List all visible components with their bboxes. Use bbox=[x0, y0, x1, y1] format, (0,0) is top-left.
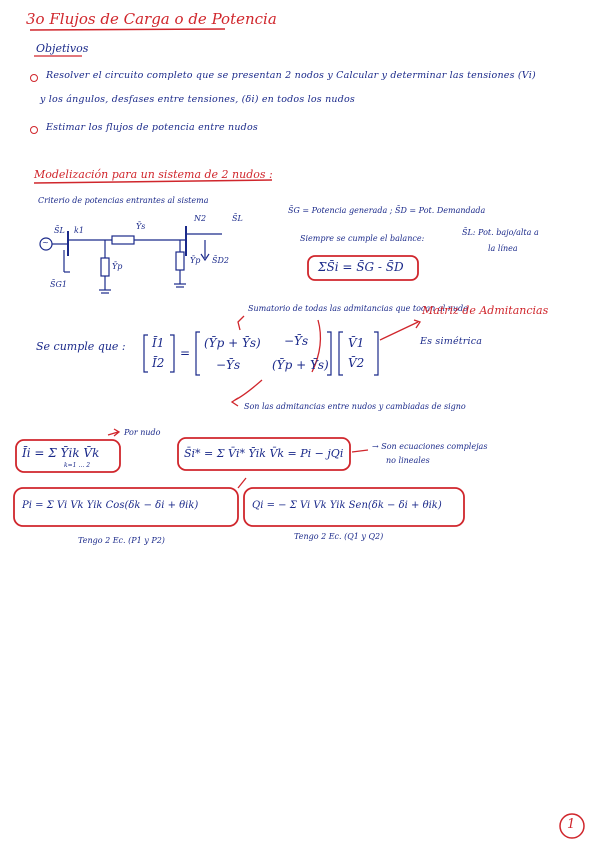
objective-2: Estimar los flujos de potencia entre nudos bbox=[46, 122, 258, 133]
current-limits: k=1 … 2 bbox=[64, 462, 91, 469]
objective-1-line-2: y los ángulos, desfases entre tensiones, (δi) en todos los nudos bbox=[40, 94, 355, 105]
ys-label: Ȳs bbox=[136, 222, 146, 231]
criterion-text: Criterio de potencias entrantes al sistema bbox=[38, 196, 209, 205]
objectives-heading: Objetivos bbox=[36, 42, 89, 55]
tengo-q-note: Tengo 2 Ec. (Q1 y Q2) bbox=[294, 532, 384, 541]
title-number: 3o bbox=[26, 10, 45, 28]
balance-note-1: S̄L: Pot. bajo/alta a bbox=[462, 228, 539, 237]
balance-line: Siempre se cumple el balance: bbox=[300, 234, 425, 243]
p-equation: Pi = Σ Vi Vk Yik Cos(δk − δi + θik) bbox=[22, 500, 199, 511]
balance-equation: ΣS̄i = S̄G - S̄D bbox=[318, 260, 404, 274]
sum-note: Sumatorio de todas las admitancias que tocan al nudo bbox=[248, 304, 468, 313]
k1-label: k1 bbox=[74, 226, 84, 235]
matrix-label: Matriz de Admitancias bbox=[422, 304, 549, 317]
symmetric-note: Es simétrica bbox=[420, 336, 483, 347]
matrix-y21: −Ȳs bbox=[216, 358, 241, 372]
generator-symbol: ~ bbox=[42, 238, 49, 247]
power-formula: S̄i* = Σ V̄i* Ȳik V̄k = Pi − jQi bbox=[184, 447, 344, 460]
matrix-v1: V̄1 bbox=[348, 336, 365, 350]
node2-label: N2 bbox=[194, 214, 207, 223]
bullet-icon bbox=[30, 126, 38, 134]
balance-note-2: la línea bbox=[488, 244, 518, 253]
bullet-icon bbox=[30, 74, 38, 82]
current-formula: Īi = Σ Ȳik V̄k bbox=[22, 446, 100, 460]
sg1-label: S̄G1 bbox=[50, 280, 67, 289]
sg-definition: S̄G = Potencia generada ; S̄D = Pot. Demandada bbox=[288, 206, 486, 215]
pairs-note: Son las admitancias entre nudos y cambiadas de signo bbox=[244, 402, 466, 411]
yp-left-label: Ȳp bbox=[112, 262, 123, 271]
matrix-y12: −Ȳs bbox=[284, 334, 309, 348]
q-equation: Qi = − Σ Vi Vk Yik Sen(δk − δi + θik) bbox=[252, 500, 442, 511]
section-heading: Modelización para un sistema de 2 nudos : bbox=[34, 168, 273, 181]
tengo-p-note: Tengo 2 Ec. (P1 y P2) bbox=[78, 536, 165, 545]
matrix-i2: Ī2 bbox=[152, 356, 165, 370]
title-text: Flujos de Carga o de Potencia bbox=[49, 10, 277, 28]
objective-1-line-1: Resolver el circuito completo que se presentan 2 nodos y Calcular y determinar las tensiones (Vi) bbox=[46, 70, 536, 81]
matrix-i1: Ī1 bbox=[152, 336, 165, 350]
matrix-v2: V̄2 bbox=[348, 356, 365, 370]
page-title bbox=[26, 10, 277, 28]
equations-note-2: no lineales bbox=[386, 456, 430, 465]
yp-right-label: Ȳp bbox=[190, 256, 201, 265]
matrix-y22: (Ȳp + Ȳs) bbox=[272, 358, 329, 372]
matrix-y11: (Ȳp + Ȳs) bbox=[204, 336, 261, 350]
page-number: 1 bbox=[567, 817, 576, 832]
por-nudo-note: Por nudo bbox=[124, 428, 161, 437]
sd2-label: S̄D2 bbox=[212, 256, 229, 265]
sl-label-right: S̄L bbox=[232, 214, 243, 223]
se-cumple-label: Se cumple que : bbox=[36, 340, 126, 353]
equations-note-1: → Son ecuaciones complejas bbox=[372, 442, 488, 451]
sl-label-left: S̄L bbox=[54, 226, 65, 235]
